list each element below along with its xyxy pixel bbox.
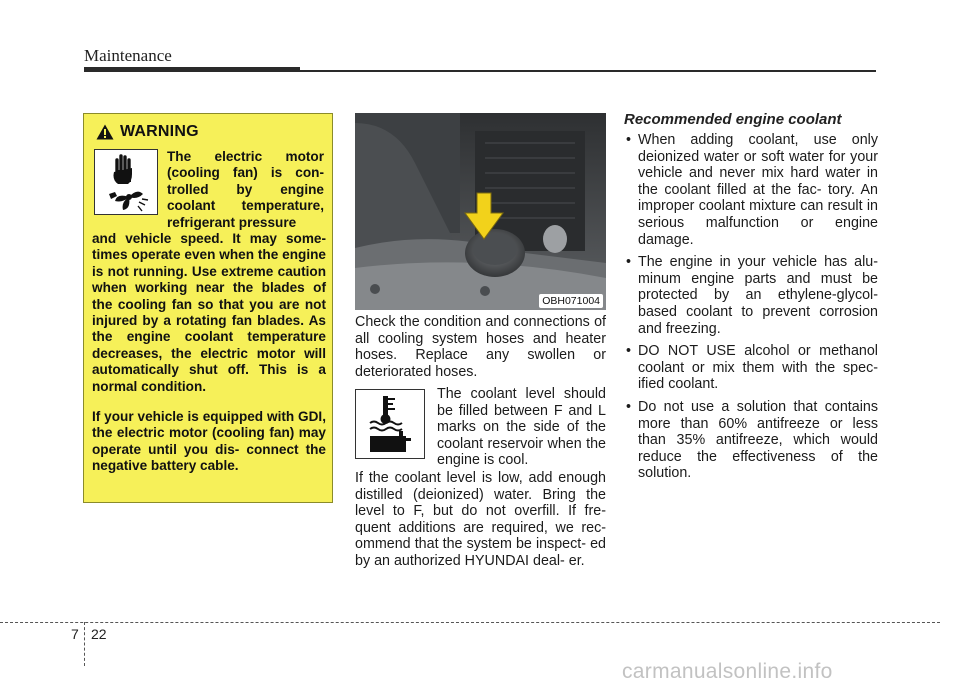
hand-fan-hazard-icon: [94, 149, 158, 215]
list-item: • DO NOT USE alcohol or methanol coolant or mix them with the spec- ified coolant.: [626, 343, 878, 393]
coolant-temperature-icon: [355, 389, 425, 459]
header-rule: [300, 70, 876, 72]
warning-heading: [96, 123, 199, 141]
warning-gdi-text: If your vehicle is equipped with GDI, the electric motor (cooling fan) may operate until you dis- connect the negative battery cable.: [92, 409, 326, 474]
chapter-number: 7: [71, 626, 79, 642]
list-item: • When adding coolant, use only deionized water or soft water for your vehicle and never mix hard water in the coolant filled at the fac- tory. An improper coolant mixture can result in serious malfunction or engine damage.: [626, 132, 878, 248]
photo-code-label: OBH071004: [539, 294, 603, 308]
warning-triangle-icon: [96, 124, 114, 140]
footer-divider: [84, 622, 85, 666]
list-item: • The engine in your vehicle has alu- minum engine parts and must be protected by an ethylene-glycol- based coolant to prevent corrosion and freezing.: [626, 254, 878, 337]
warning-lead-text: The electric motor (cooling fan) is con- trolled by engine coolant temperature, refrigerant pressure: [167, 149, 324, 230]
hoses-check-text: Check the condition and connections of all cooling system hoses and heater hoses. Replace any swollen or deteriorated hoses.: [355, 314, 606, 380]
section-title: Maintenance: [84, 46, 172, 65]
page-number: 22: [91, 626, 107, 642]
watermark: carmanualsonline.info: [622, 660, 833, 683]
coolant-low-text: If the coolant level is low, add enough distilled (deionized) water. Bring the level to F, but do not overfill. If fre- quent additions are required, we rec- ommend that the system be inspect- ed by an authorized HYUNDAI deal- er.: [355, 470, 606, 569]
header-bar: [84, 67, 300, 72]
engine-bay-photo: [355, 113, 606, 310]
warning-title: WARNING: [120, 123, 199, 140]
list-item: • Do not use a solution that contains more than 60% antifreeze or less than 35% antifreeze, which would reduce the effectiveness of the solution.: [626, 398, 878, 482]
coolant-level-text: The coolant level should be filled between F and L marks on the side of the coolant reservoir when the engine is cool.: [437, 386, 606, 469]
footer-rule: [0, 622, 940, 623]
recommended-coolant-heading: Recommended engine coolant: [624, 111, 842, 128]
warning-body-text: and vehicle speed. It may some- times operate even when the engine is not running. Use extreme caution when working near the blades of the cooling fan so that you are not injured by a rotating fan blades. As the engine coolant temperature decreases, the electric motor will automatically shut off. This is a normal condition.: [92, 231, 326, 394]
coolant-bullet-list: [624, 132, 878, 488]
warning-box: [83, 113, 333, 503]
